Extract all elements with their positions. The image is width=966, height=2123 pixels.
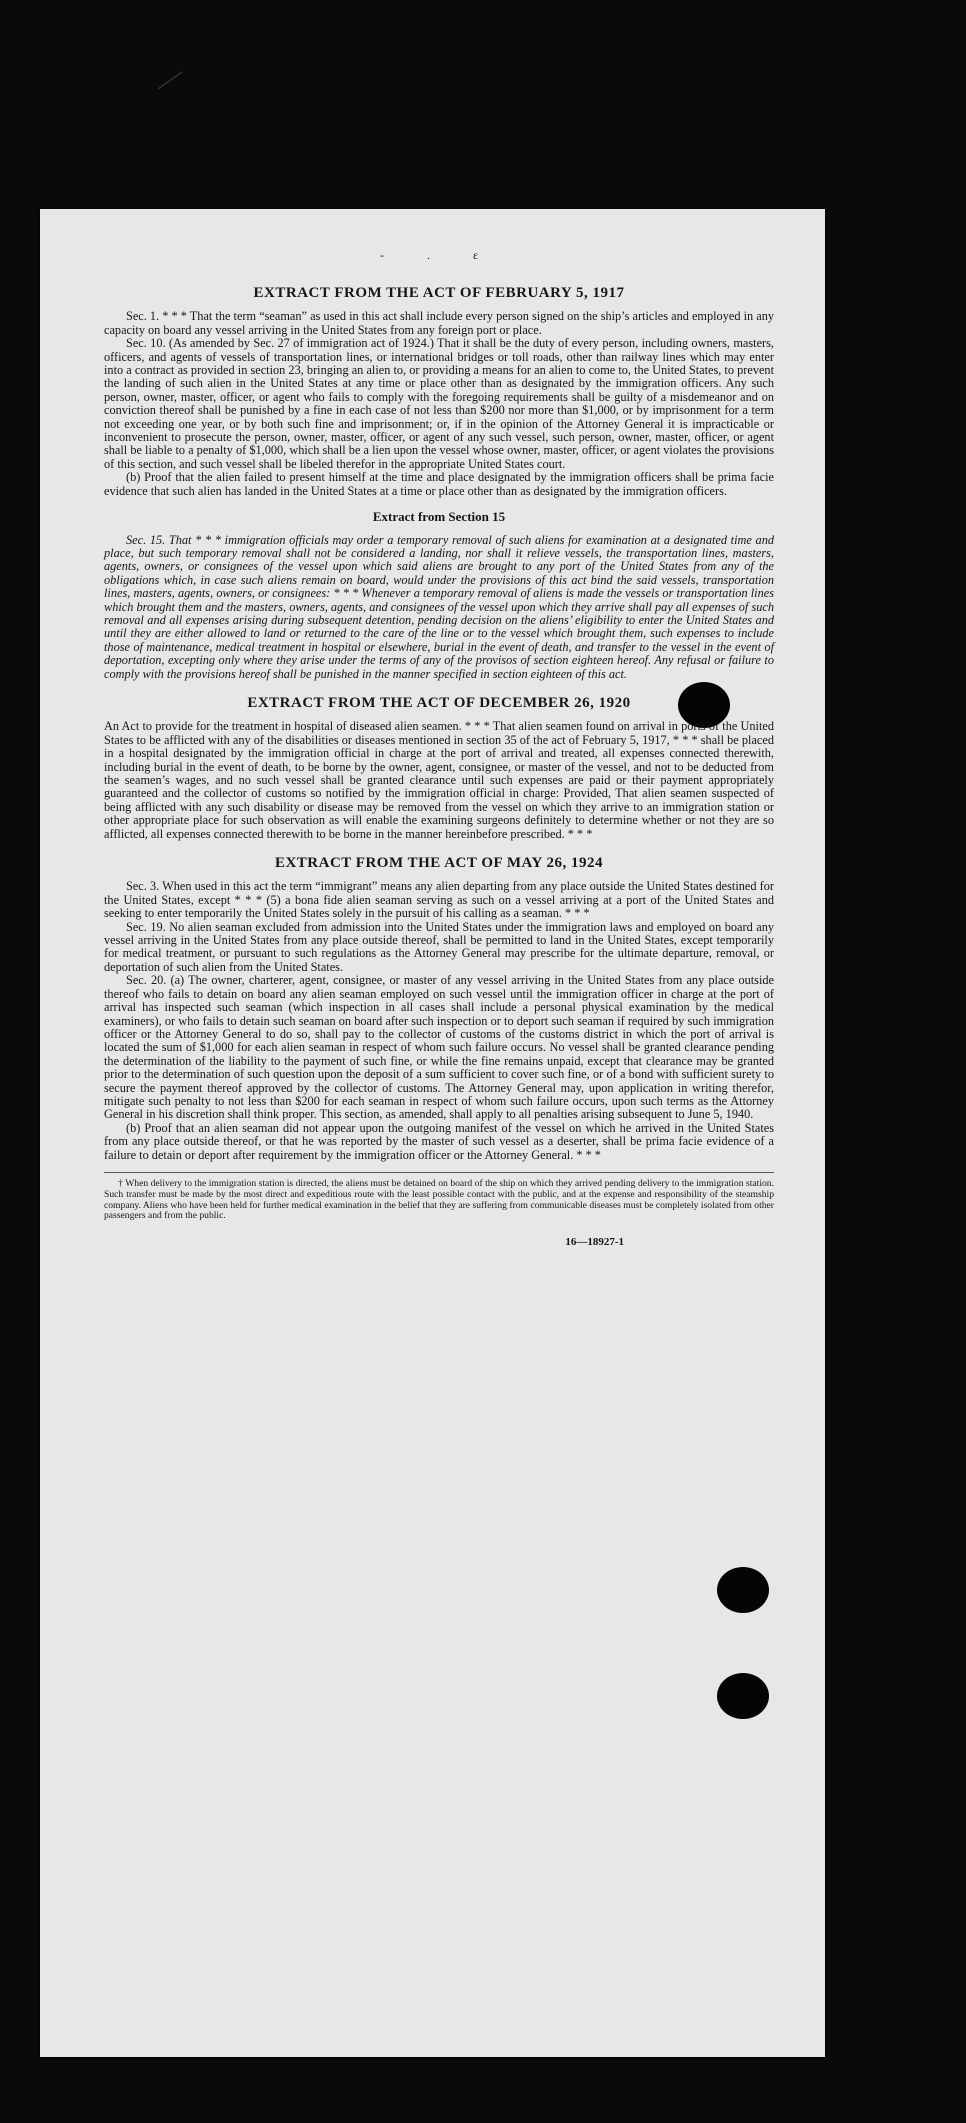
section-act-1917 [104,287,774,498]
section-heading: EXTRACT FROM THE ACT OF MAY 26, 1924 [274,855,604,872]
punch-hole [717,1567,769,1613]
section-subheading: Extract from Section 15 [372,509,506,525]
form-number: 16—18927-1 [565,1236,624,1249]
paragraph: (b) Proof that the alien failed to present himself at the time and place designated by the immigration officers shall be prima facie evidence that such alien has landed in the United States at a time or place other than as designated by the immigration officers. [104,470,774,498]
document-page [40,209,825,2057]
top-marks: - . ɛ [379,248,499,262]
paragraph: An Act to provide for the treatment in hospital of diseased alien seamen. * * * That alien seamen found on arrival in ports of the United States to be afflicted with any of the disabilities or diseases mentioned in section 35 of the act of February 5, 1917, * * * shall be placed in a hospital designated by the immigration official in charge at the port of arrival and treated, all expenses connected therewith, including burial in the event of death, to be borne by the owner, agent, consignee, or master of the vessel, and not to be deducted from the seamen’s wages, and no such vessel shall be granted clearance until such expenses are paid or their payment appropriately guaranteed and the collector of customs so notified by the immigration official in charge: Provided, That alien seamen suspected of being afflicted with any such disability or disease may be removed from the vessel on which they arrive to an immigration station or other appropriate place for such observation as will enable the examining surgeons definitely to determine whether or not they are so afflicted, all expenses connected therewith to be borne in the manner hereinbefore prescribed. * * * [104,719,774,841]
section-heading: EXTRACT FROM THE ACT OF DECEMBER 26, 1920 [247,694,631,711]
paragraph: Sec. 20. (a) The owner, charterer, agent, consignee, or master of any vessel arriving in the United States from any place outside thereof who fails to detain on board any alien seaman employed on such vessel until the immigration officer in charge at the port of arrival has inspected such seaman (which inspection in all cases shall include a personal physical examination by the medical examiners), or who fails to detain such seaman on board after such inspection or to deport such seaman if required by such immigration officer or the Attorney General to do so, shall pay to the collector of customs of the customs district in which the port of arrival is located the sum of $1,000 for each alien seaman in respect of whom such failure occurs. No vessel shall be granted clearance pending the determination of the liability to the payment of such fine, or while the fine remains unpaid, except that clearance may be granted prior to the determination of such question upon the deposit of a sum sufficient to cover such fine, or of a bond with sufficient surety to secure the payment thereof approved by the collector of customs. The Attorney General may, upon application in writing therefor, mitigate such penalty to not less than $200 for each seaman in respect of whom such failure occurs, upon such terms as the Attorney General in his discretion shall think proper. This section, as amended, shall apply to all penalties arising subsequent to June 5, 1940. [104,973,774,1122]
paragraph: Sec. 3. When used in this act the term “immigrant” means any alien departing from any place outside the United States destined for the United States, except * * * (5) a bona fide alien seaman serving as such on a vessel arriving at a port of the United States and seeking to enter temporarily the United States solely in the pursuit of his calling as a seaman. * * * [104,879,774,921]
section-heading: EXTRACT FROM THE ACT OF FEBRUARY 5, 1917 [253,285,625,301]
footnote [104,1172,774,1222]
paragraph: Sec. 15. That * * * immigration officials may order a temporary removal of such aliens for examination at a designated time and place, but such temporary removal shall not be considered a landing, nor shall it relieve vessels, the transportation lines, masters, agents, owners, or consignees of the vessel upon which said aliens are brought to any port of the United States from any of the obligations which, in case such aliens remain on board, would under the provisions of this act bind the said vessels, transportation lines, masters, agents, owners, or consignees: * * * Whenever a temporary removal of aliens is made the vessels or transportation lines which brought them and the masters, owners, agents, and consignees of the vessel upon which they arrive shall pay all expenses of such removal and all expenses arising during subsequent detention, pending decision on the aliens’ eligibility to enter the United States and until they are either allowed to land or returned to the care of the line or to the vessel which brought them, such expenses to include those of maintenance, medical treatment in hospital or elsewhere, burial in the event of death, and transfer to the vessel in the event of deportation, excepting only where they arise under the terms of any of the provisos of section eighteen hereof. Any refusal or failure to comply with the provisions hereof shall be punished in the manner specified in section eighteen of this act. [104,532,774,681]
punch-hole [717,1673,769,1719]
paragraph: Sec. 19. No alien seaman excluded from admission into the United States under the immigration laws and employed on board any vessel arriving in the United States from any place outside thereof, shall be permitted to land in the United States, except temporarily for medical treatment, or pursuant to such regulations as the Attorney General may prescribe for the ultimate departure, removal, or deportation of such alien from the United States. [104,919,774,974]
section-act-1920 [104,694,774,841]
footnote-text: † When delivery to the immigration station is directed, the aliens must be detained on board of the ship on which they arrived pending delivery to the immigration station. Such transfer must be made by the most direct and expeditious route with the least possible contact with the public, and at the expense and responsibility of the steamship company. Aliens who have been held for further medical examination in the belief that they are suffering from communicable diseases must be completely isolated from other passengers and from the public. [104,1177,774,1222]
scan-artifact [157,71,182,89]
paragraph: Sec. 1. * * * That the term “seaman” as used in this act shall include every person signed on the ship’s articles and employed in any capacity on board any vessel arriving in the United States from any foreign port or place. [104,309,774,337]
paragraph: (b) Proof that an alien seaman did not appear upon the outgoing manifest of the vessel on which he arrived in the United States from any place outside thereof, or that he was reported by the master of such vessel as a deserter, shall be prima facie evidence of a failure to detain or deport after requirement by the immigration officer or the Attorney General. * * * [104,1120,774,1162]
document-body [104,248,774,1250]
paragraph: Sec. 10. (As amended by Sec. 27 of immigration act of 1924.) That it shall be the duty of every person, including owners, masters, officers, and agents of vessels of transportation lines, or international bridges or toll roads, other than railway lines which may enter into a contract as provided in section 23, bringing an alien to, or providing a means for an alien to come to, the United States, to prevent the landing of such alien in the United States at any time or place other than as designated by the immigration officers. Any such person, owner, master, officer, or agent who fails to comply with the foregoing requirements shall be guilty of a misdemeanor and on conviction thereof shall be punished by a fine in each case of not less than $200 nor more than $1,000, or by imprisonment for a term not exceeding one year, or by both such fine and imprisonment; or, if in the opinion of the Attorney General it is impracticable or inconvenient to prosecute the person, owner, master, officer, or agent of any such vessel, such person, owner, master, officer, or agent shall be liable to a penalty of $1,000, which shall be a lien upon the vessel whose owner, master, officer, or agent violates the provisions of this section, and such vessel shall be libeled therefor in the appropriate United States court. [104,336,774,471]
section-act-1924 [104,857,774,1162]
section-15-extract [104,510,774,681]
